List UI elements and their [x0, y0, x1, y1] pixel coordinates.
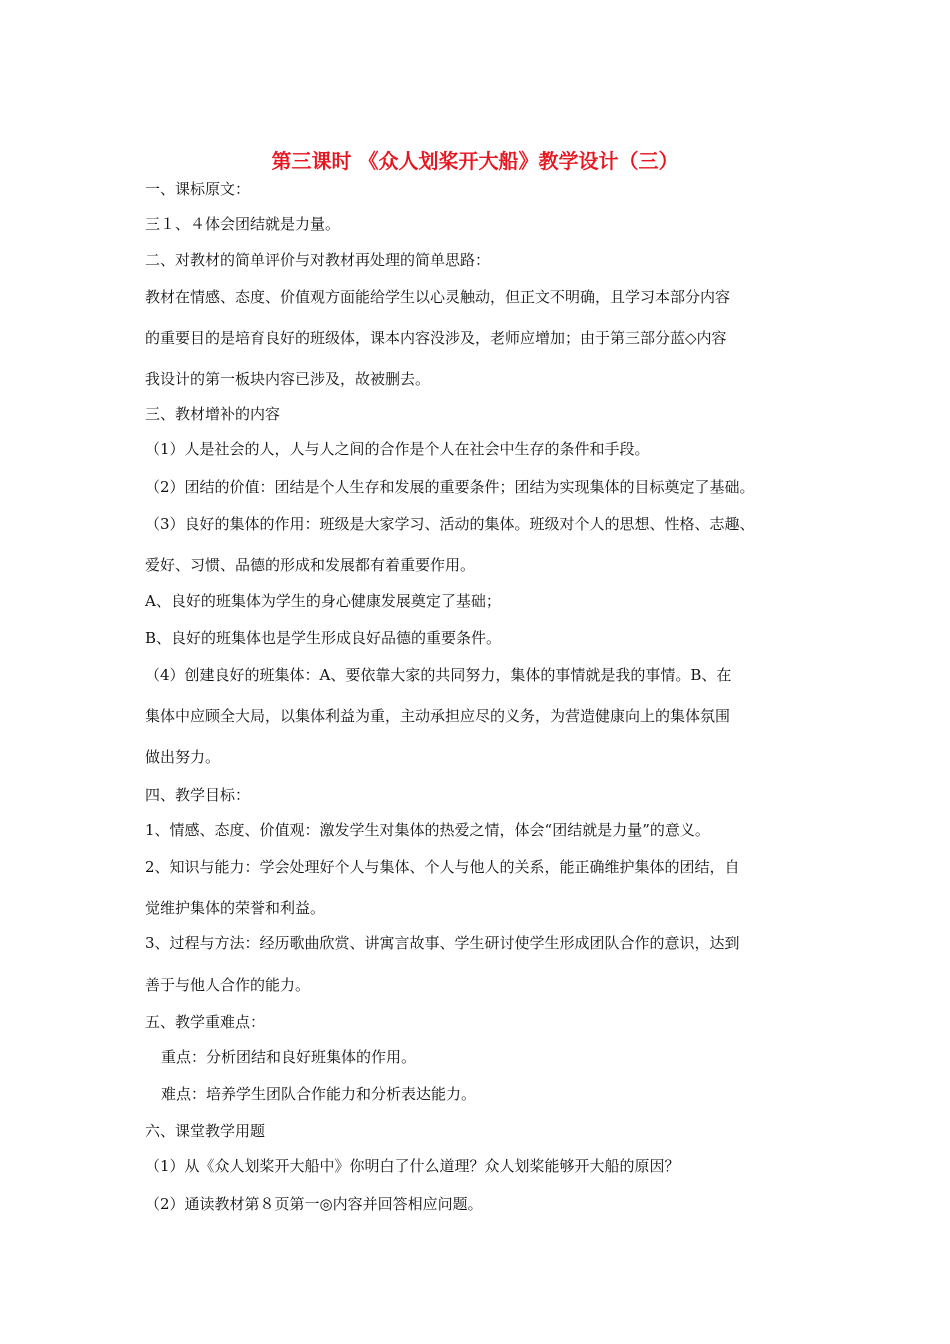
list-item: （1）从《众人划桨开大船中》你明白了什么道理？众人划桨能够开大船的原因？: [145, 1157, 680, 1175]
section-heading-6: 六、课堂教学用题: [145, 1122, 266, 1140]
section-heading-5: 五、教学重难点：: [145, 1013, 266, 1031]
list-item: （2）通读教材第８页第一◎内容并回答相应问题。: [145, 1195, 483, 1213]
paragraph-line: 爱好、习惯、品德的形成和发展都有着重要作用。: [145, 556, 476, 574]
section-heading-3: 三、教材增补的内容: [145, 405, 281, 423]
difficult-point-line: 难点：培养学生团队合作能力和分析表达能力。: [161, 1085, 477, 1103]
list-item: 2、知识与能力：学会处理好个人与集体、个人与他人的关系，能正确维护集体的团结，自: [145, 858, 740, 876]
list-item: （2）团结的价值：团结是个人生存和发展的重要条件；团结为实现集体的目标奠定了基础。: [145, 478, 755, 496]
paragraph-line: 善于与他人合作的能力。: [145, 976, 311, 994]
paragraph-line: 集体中应顾全大局，以集体利益为重，主动承担应尽的义务，为营造健康向上的集体氛围: [145, 707, 731, 725]
list-item: （1）人是社会的人，人与人之间的合作是个人在社会中生存的条件和手段。: [145, 440, 650, 458]
paragraph-line: 教材在情感、态度、价值观方面能给学生以心灵触动，但正文不明确，且学习本部分内容: [145, 288, 731, 306]
section-heading-1: 一、课标原文：: [145, 180, 251, 198]
paragraph-line: 做出努力。: [145, 748, 221, 766]
section-heading-4: 四、教学目标：: [145, 786, 251, 804]
list-item: （3）良好的集体的作用：班级是大家学习、活动的集体。班级对个人的思想、性格、志趣、: [145, 515, 755, 533]
paragraph-line: 的重要目的是培育良好的班级体，课本内容没涉及，老师应增加；由于第三部分蓝◇内容: [145, 329, 727, 347]
list-item: （4）创建良好的班集体：A、要依靠大家的共同努力，集体的事情就是我的事情。B、在: [145, 666, 732, 684]
list-item: 3、过程与方法：经历歌曲欣赏、讲寓言故事、学生研讨使学生形成团队合作的意识，达到: [145, 934, 740, 952]
paragraph-line: 三１、４体会团结就是力量。: [145, 215, 341, 233]
key-point-line: 重点：分析团结和良好班集体的作用。: [161, 1048, 417, 1066]
list-item: 1、情感、态度、价值观：激发学生对集体的热爱之情，体会“团结就是力量”的意义。: [145, 821, 710, 839]
section-heading-2: 二、对教材的简单评价与对教材再处理的简单思路：: [145, 251, 491, 269]
list-item: B、良好的班集体也是学生形成良好品德的重要条件。: [145, 629, 502, 647]
list-item: A、良好的班集体为学生的身心健康发展奠定了基础；: [145, 592, 501, 610]
document-title: 第三课时 《众人划桨开大船》教学设计（三）: [271, 149, 679, 173]
paragraph-line: 觉维护集体的荣誉和利益。: [145, 899, 326, 917]
paragraph-line: 我设计的第一板块内容已涉及，故被删去。: [145, 370, 431, 388]
